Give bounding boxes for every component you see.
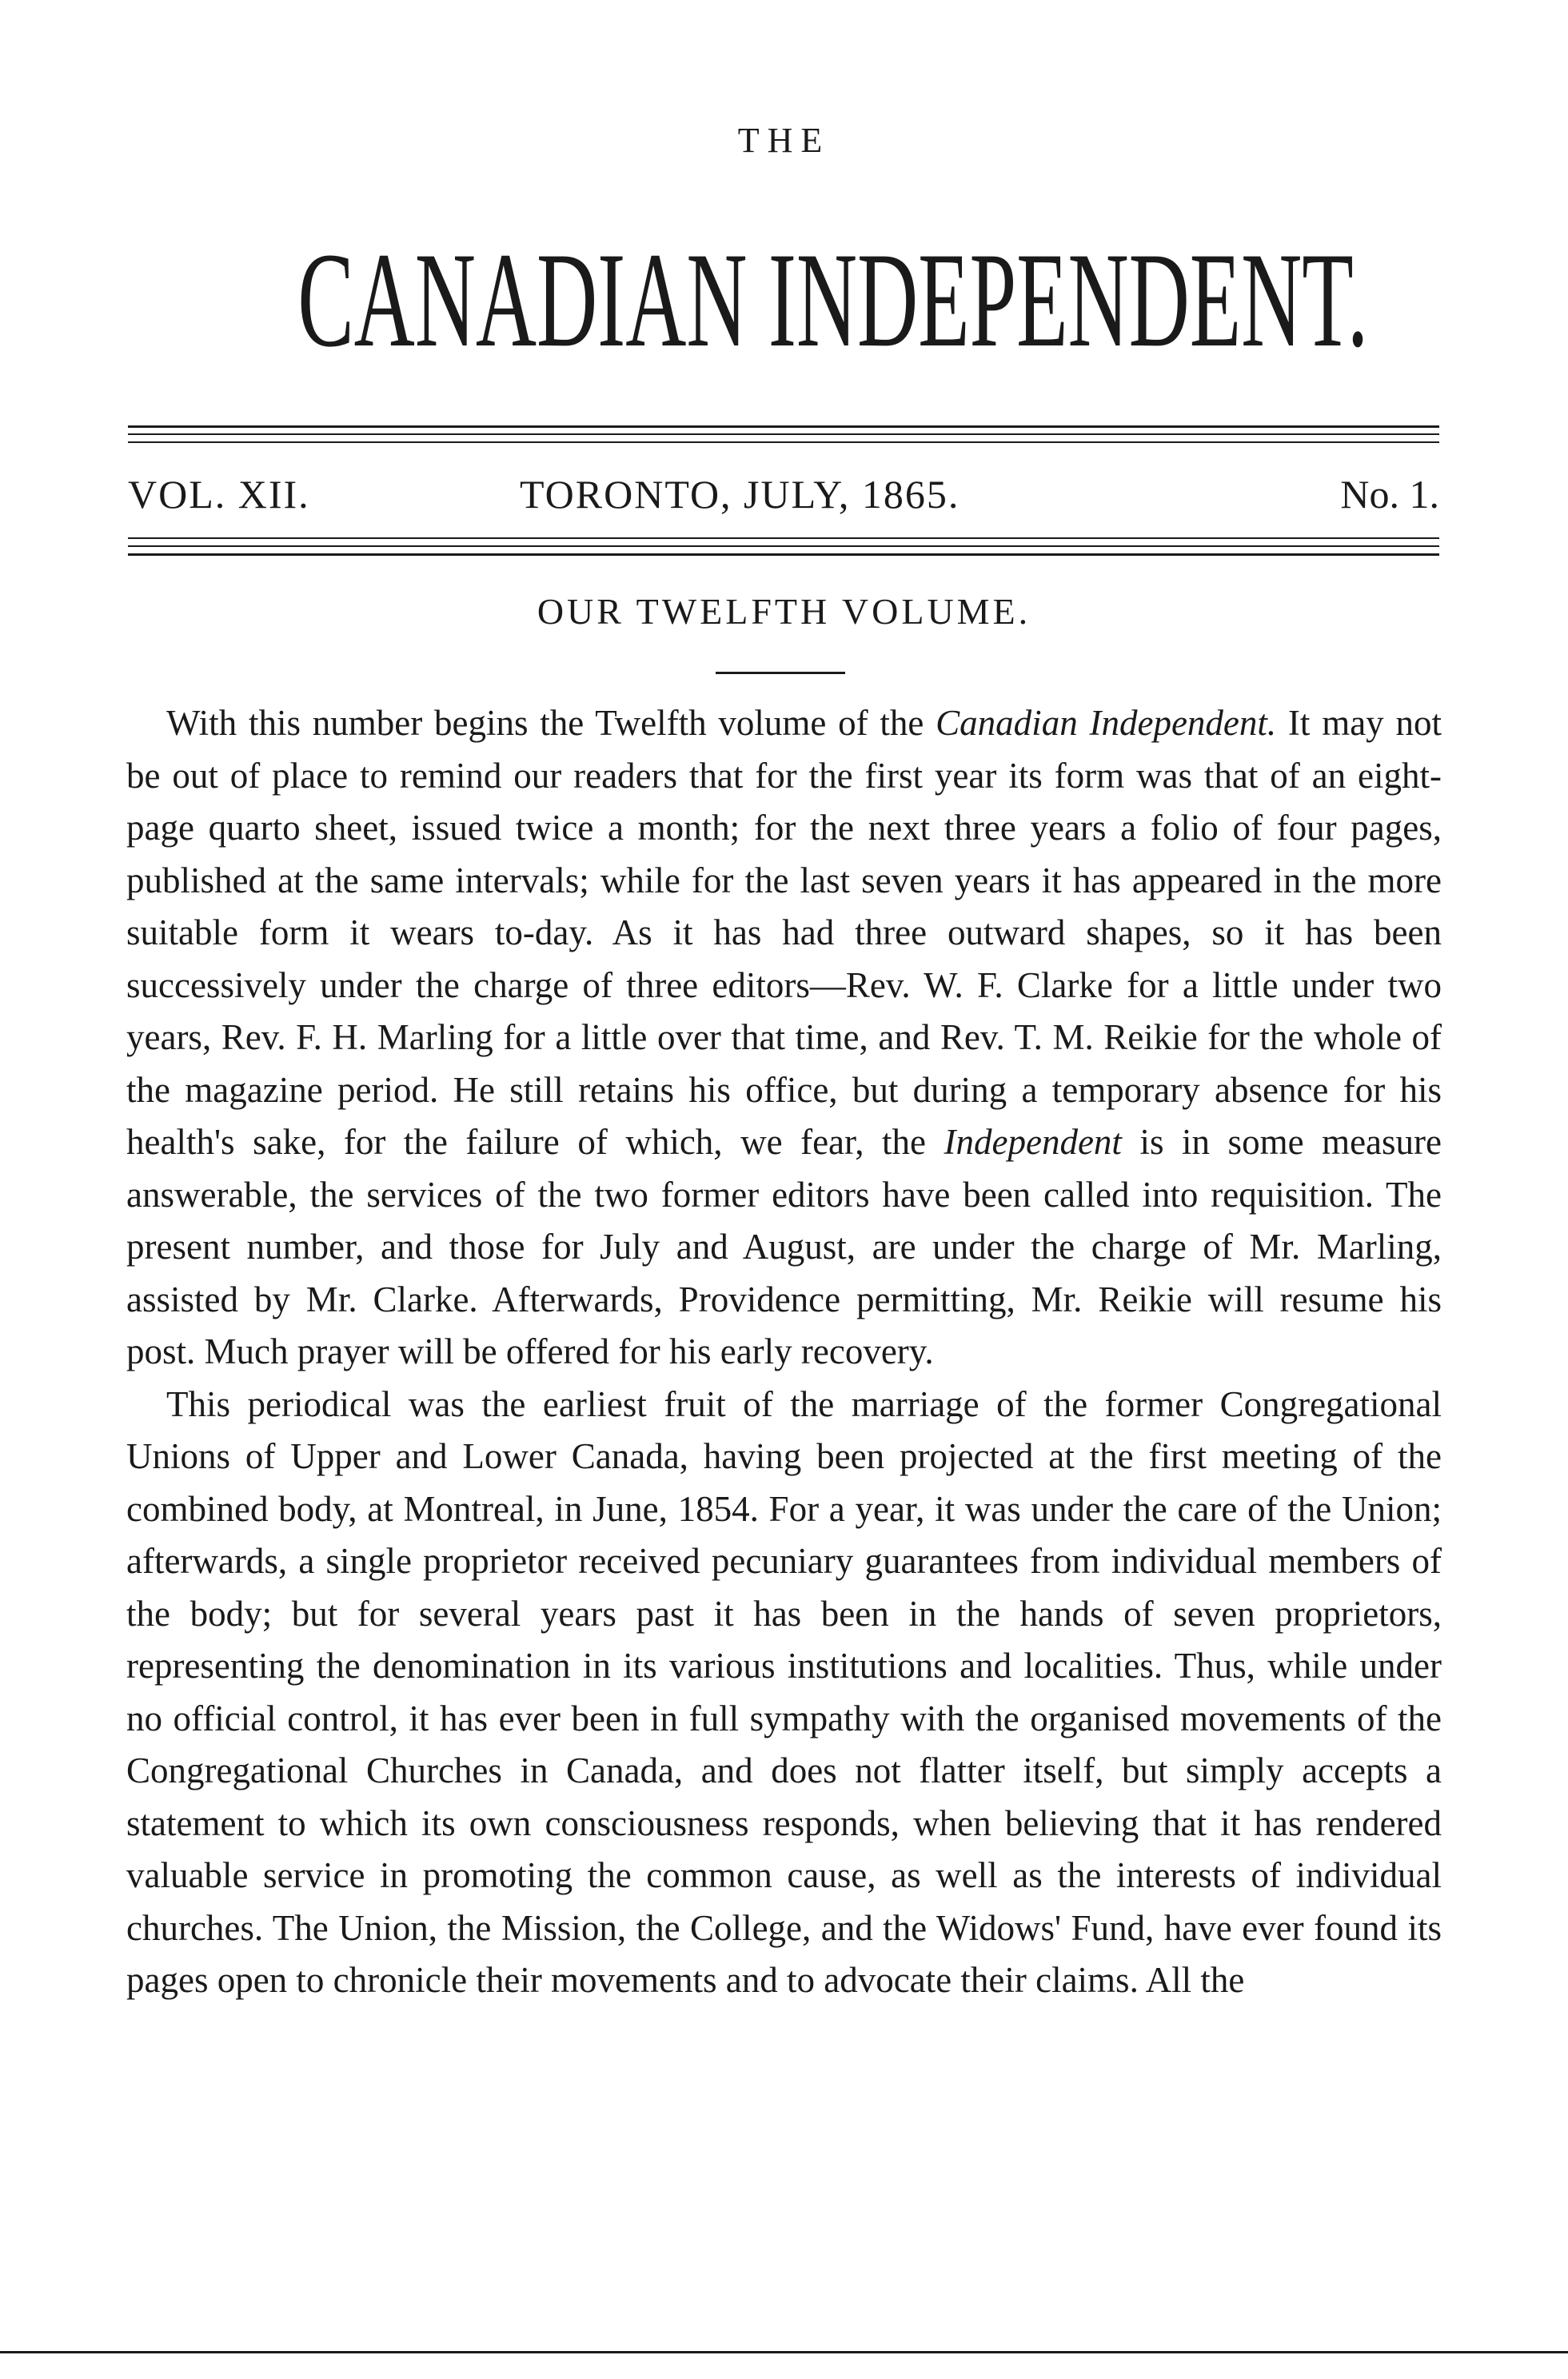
header-rule-bottom-2 [128, 545, 1439, 547]
p1-text-b: It may not be out of place to remind our readers that for the first year its form was that of an eight-page quarto sheet, issued twice a month; for the next three years a folio of four pages, published at the same intervals; while for the last seven years it has appeared in the more suitable form it wears to-day. As it has had three outward shapes, so it has been successively under the charge of three editors—Rev. W. F. Clarke for a little under two years, Rev. F. H. Marling for a little over that time, and Rev. T. M. Reikie for the whole of the magazine period. He still retains his office, but during a temporary absence for his health's sake, for the failure of which, we fear, the [126, 703, 1442, 1162]
masthead [0, 232, 1568, 392]
masthead-article: THE [737, 121, 831, 160]
place-date: TORONTO, JULY, 1865. [520, 472, 960, 517]
page-bottom-rule [0, 2351, 1568, 2353]
header-rule-top-2 [128, 433, 1439, 435]
dateline [128, 470, 1439, 518]
header-rule-bottom-3 [128, 553, 1439, 556]
masthead-title: CANADIAN INDEPENDENT. [297, 232, 1369, 375]
header-rule-top-3 [128, 441, 1439, 443]
article-title: OUR TWELFTH VOLUME. [537, 591, 1031, 632]
header-rule-bottom-1 [128, 537, 1439, 539]
header-rule-top-1 [128, 425, 1439, 428]
p1-independent-italic: Independent [944, 1122, 1122, 1162]
title-rule [716, 672, 845, 674]
paragraph-2: This periodical was the earliest fruit of the marriage of the former Congregational Unions of Upper and Lower Canada, having been projected at the first meeting of the combined body, at Montreal, in June, 1854. For a year, it was under the care of the Union; afterwards, a single proprietor received pecuniary guarantees from individual members of the body; but for several years past it has been in the hands of seven proprietors, representing the denomination in its various institutions and localities. Thus, while under no official control, it has ever been in full sympathy with the organised movements of the Congregational Churches in Canada, and does not flatter itself, but simply accepts a statement to which its own consciousness responds, when believing that it has rendered valuable service in promoting the common cause, as well as the interests of individual churches. The Union, the Mission, the College, and the Widows' Fund, have ever found its pages open to chronicle their movements and to advocate their claims. All the [126, 1383, 1442, 2000]
p1-title-italic: Canadian Independent. [936, 703, 1277, 743]
p1-text-a: With this number begins the Twelfth volume of the [166, 703, 936, 743]
article-body [126, 697, 1442, 2007]
paragraph-1 [126, 697, 1442, 1379]
issue-number: No. 1. [1340, 472, 1439, 517]
p1-text-c: is in some measure answerable, the services of the two former editors have been called into requisition. The present number, and those for July and August, are under the charge of Mr. Marling, assisted by Mr. Clarke. Afterwards, Providence permitting, Mr. Reikie will resume his post. Much prayer will be offered for his early recovery. [126, 1122, 1442, 1371]
volume-label: VOL. XII. [128, 472, 310, 517]
